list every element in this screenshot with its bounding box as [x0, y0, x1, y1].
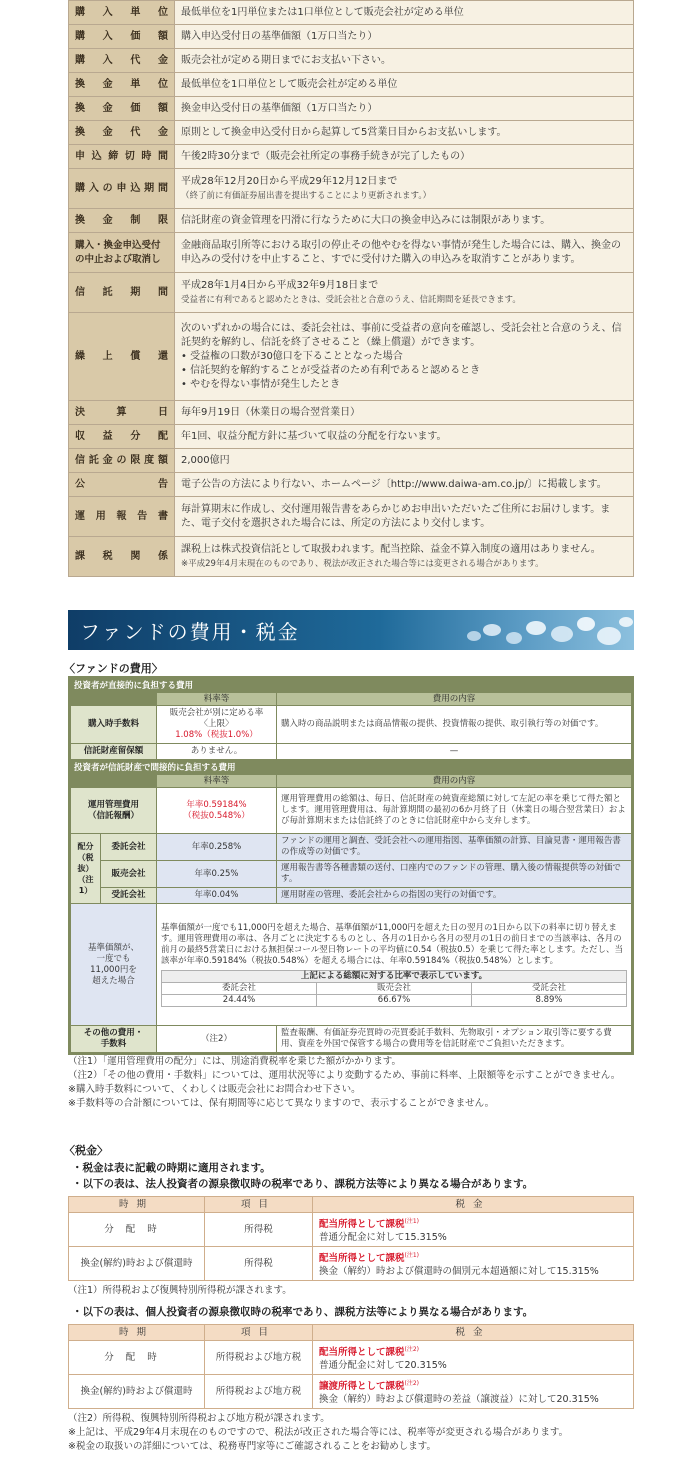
tax-period: 分配時 [69, 1341, 205, 1375]
info-key [69, 97, 175, 121]
info-value-text: 課税上は株式投資信託として取扱われます。配当控除、益金不算入制度の適用はありません。 [181, 543, 601, 555]
info-key-text: 課 税 関 係 [75, 550, 168, 562]
info-row [69, 537, 634, 577]
direct-fee-header: 投資者が直接的に負担する費用 [70, 678, 632, 692]
allocation-content: 運用報告書等各種書類の送付、口座内でのファンドの管理、購入後の情報提供等の対価です。 [277, 861, 632, 888]
info-key [69, 449, 175, 473]
blank-cell [71, 693, 157, 706]
info-key [69, 473, 175, 497]
table-row [71, 1026, 632, 1053]
tax-note-ref: (注1) [404, 1218, 420, 1225]
tax-type: 配当所得として課税 [319, 1219, 405, 1231]
table-row [71, 788, 632, 834]
over-11000-text: 基準価額が一度でも11,000円を超えた場合、基準価額が11,000円を超えた日の翌月の1日から以下の料率に切り替えます。運用管理費用の率は、各月ごとに決定するものとし、各月の1日から各月の翌月の1日の前日までの当該率は、各月の前月の最終5営業日における無担保コール翌日物レートの平均値に0.54（税抜0.5）を乗じて得た率とします。ただし、当該率が年率0.59184%（税抜0.548%）を超える場合には、年率0.59184%（税抜0.548%）とします。 [161, 922, 624, 966]
other-fee-label [71, 1026, 157, 1053]
fee-note: （注2）「その他の費用・手数料」については、運用状況等により変動するため、事前に料率、上限額等を示すことができません。 [68, 1070, 621, 1081]
info-row [69, 1, 634, 25]
over-11000-label-4: 超えた場合 [92, 975, 135, 986]
info-row [69, 273, 634, 313]
info-key-text: 申 込 締 切 時 間 [75, 150, 168, 162]
table-row [69, 1375, 634, 1409]
tax-note: ※上記は、平成29年4月末現在のものですので、税法が改正された場合等には、税率等が変更される場合があります。 [68, 1427, 569, 1438]
allocation-name: 委託会社 [101, 834, 157, 861]
fee-table-section [68, 676, 634, 1055]
fee-note: （注1）「運用管理費用の配分」には、別途消費税率を乗じた額がかかります。 [68, 1056, 402, 1067]
allocation-rate: 年率0.258% [157, 834, 277, 861]
info-value-text: 平成28年1月4日から平成32年9月18日まで [181, 279, 379, 291]
info-key-text: 決 算 日 [75, 406, 168, 418]
table-row [69, 1213, 634, 1247]
fee-note: ※購入時手数料について、くわしくは販売会社にお問合わせ下さい。 [68, 1084, 361, 1095]
tax-rate-text: 普通分配金に対して15.315% [319, 1232, 447, 1244]
info-value: 2,000億円 [175, 449, 634, 473]
info-value: 年1回、収益分配方針に基づいて収益の分配を行ないます。 [175, 425, 634, 449]
direct-fee-table [70, 692, 632, 760]
info-key [69, 73, 175, 97]
info-value: 毎計算期末に作成し、交付運用報告書をあらかじめお申出いただいたご住所にお届けします。また、電子交付を選択された場合には、所定の方法により交付します。 [175, 497, 634, 537]
table-row [71, 834, 632, 861]
tax-detail [313, 1375, 634, 1409]
mgmt-fee-rate-2: （税抜0.548%） [183, 810, 250, 821]
info-key [69, 401, 175, 425]
info-key [69, 1, 175, 25]
allocation-name: 販売会社 [101, 861, 157, 888]
info-row [69, 121, 634, 145]
info-key-text: 購 入 代 金 [75, 54, 168, 66]
tax-head-item: 項目 [205, 1325, 313, 1341]
blank-cell [71, 775, 157, 788]
tax-detail-head [319, 1249, 627, 1265]
tax-head-item: 項目 [205, 1197, 313, 1213]
ratio-head: 受託会社 [472, 982, 627, 994]
info-value: 毎年9月19日（休業日の場合翌営業日） [175, 401, 634, 425]
tax-rate-text: 換金（解約）時および償還時の個別元本超過額に対して15.315% [319, 1266, 599, 1278]
fund-info-section [68, 0, 634, 577]
tax-type: 配当所得として課税 [319, 1253, 405, 1265]
upper-limit-value: 1.08%（税抜1.0%） [175, 730, 258, 740]
bubbles-decoration-icon [444, 610, 634, 650]
info-key [69, 209, 175, 233]
allocation-label-3: （注1） [77, 875, 94, 895]
fee-subtitle: 〈ファンドの費用〉 [64, 662, 163, 675]
info-key [69, 497, 175, 537]
table-row [69, 1341, 634, 1375]
mgmt-fee-rate-1: 年率0.59184% [186, 799, 247, 810]
info-key-text: 信 託 金 の 限 度 額 [75, 454, 168, 466]
info-value: 販売会社が定める期日までにお支払い下さい。 [175, 49, 634, 73]
tax-type: 配当所得として課税 [319, 1347, 405, 1359]
tax-bullet: ・以下の表は、個人投資者の源泉徴収時の税率であり、課税方法等により異なる場合があります。 [72, 1306, 534, 1318]
fee-notes [68, 1055, 634, 1111]
allocation-label-2: （税抜） [77, 853, 94, 873]
info-key-text: 運 用 報 告 書 [75, 510, 168, 522]
info-bullet: • 受益権の口数が30億口を下ることとなった場合 [181, 350, 403, 362]
tax-rate-text: 普通分配金に対して20.315% [319, 1360, 447, 1372]
allocation-content: ファンドの運用と調査、受託会社への運用指図、基準価額の計算、目論見書・運用報告書の作成等の対価です。 [277, 834, 632, 861]
indirect-fee-header: 投資者が信託財産で間接的に負担する費用 [70, 760, 632, 774]
info-key-text: 購 入 価 額 [75, 30, 168, 42]
info-note: （終了前に有価証券届出書を提出することにより更新されます。） [181, 190, 432, 201]
info-key-text: 換 金 単 位 [75, 78, 168, 90]
info-key-text: 換 金 代 金 [75, 126, 168, 138]
tax-period: 換金(解約)時および償還時 [69, 1375, 205, 1409]
info-row [69, 169, 634, 209]
other-fee-label-1: その他の費用・ [83, 1028, 144, 1038]
info-value: 換金申込受付日の基準価額（1万口当たり） [175, 97, 634, 121]
info-note: ※平成29年4月末現在のものであり、税法が改正された場合等には変更される場合があります。 [181, 558, 544, 569]
over-11000-label-1: 基準価額が、 [87, 942, 139, 953]
section-banner [68, 610, 634, 650]
ratio-head: 委託会社 [162, 982, 317, 994]
table-header-row [71, 693, 632, 706]
ratio-value: 8.89% [472, 994, 627, 1006]
info-value: 最低単位を1口単位として販売会社が定める単位 [175, 73, 634, 97]
tax-notes [68, 1412, 634, 1454]
info-value [175, 169, 634, 209]
tax-header-row [69, 1197, 634, 1213]
tax-detail-head [319, 1343, 627, 1359]
tax-item: 所得税および地方税 [205, 1341, 313, 1375]
info-bullet: • 信託契約を解約することが受益者のため有利であると認めるとき [181, 364, 481, 376]
info-row [69, 401, 634, 425]
table-row [71, 888, 632, 904]
ratio-table [161, 970, 627, 1007]
info-key [69, 425, 175, 449]
tax-subtitle: 〈税金〉 [64, 1144, 108, 1157]
info-row [69, 209, 634, 233]
info-value: 午後2時30分まで（販売会社所定の事務手続きが完了したもの） [175, 145, 634, 169]
banner-title: ファンドの費用・税金 [80, 620, 300, 644]
info-note: 受益者に有利であると認めたときは、受託会社と合意のうえ、信託期間を延長できます。 [181, 294, 521, 305]
purchase-fee-rate [157, 706, 277, 744]
tax-rate-text: 換金（解約）時および償還時の差益（譲渡益）に対して20.315% [319, 1394, 599, 1406]
tax-note-ref: (注1) [404, 1252, 420, 1260]
info-key-text: 購 入 の 申 込 期 間 [75, 182, 168, 194]
tax-detail [313, 1213, 634, 1247]
allocation-rate: 年率0.04% [157, 888, 277, 904]
info-value [175, 537, 634, 577]
tax-item: 所得税 [205, 1247, 313, 1281]
tax-head-tax: 税金 [313, 1197, 634, 1213]
other-fee-content: 監査報酬、有価証券売買時の売買委託手数料、先物取引・オプション取引等に要する費用、資産を外国で保管する場合の費用等を信託財産でご負担いただきます。 [277, 1026, 632, 1053]
info-key [69, 121, 175, 145]
col-content-header: 費用の内容 [277, 775, 632, 788]
allocation-label [71, 834, 101, 904]
fee-note: ※手数料等の合計額については、保有期間等に応じて異なりますので、表示することができません。 [68, 1098, 495, 1109]
tax-bullet: ・税金は表に記載の時期に適用されます。 [72, 1162, 271, 1174]
ratio-title: 上記による総額に対する比率で表示しています。 [162, 970, 627, 982]
mgmt-fee-content: 運用管理費用の総額は、毎日、信託財産の純資産総額に対して左記の率を乗じて得た額とします。運用管理費用は、毎計算期間の最初の6か月終了日（休業日の場合翌営業日）および毎計算期末または信託終了のときに信託財産中から支弁します。 [277, 788, 632, 834]
info-key-text: 繰 上 償 還 [75, 350, 168, 362]
tax-note-1: （注1）所得税および復興特別所得税が課されます。 [68, 1285, 292, 1296]
retention-label: 信託財産留保額 [71, 744, 157, 760]
tax-detail-head [319, 1215, 627, 1231]
table-row [71, 861, 632, 888]
allocation-content: 運用財産の管理、委託会社からの指図の実行の対価です。 [277, 888, 632, 904]
info-value: 信託財産の資金管理を円滑に行なうために大口の換金申込みには制限があります。 [175, 209, 634, 233]
other-fee-label-2: 手数料 [100, 1039, 127, 1049]
over-11000-label-3: 11,000円を [90, 964, 137, 975]
other-fee-rate: （注2） [157, 1026, 277, 1053]
info-key-text: 換 金 制 限 [75, 214, 168, 226]
over-11000-label [71, 904, 157, 1026]
tax-item: 所得税 [205, 1213, 313, 1247]
upper-limit-label: 〈上限〉 [199, 719, 234, 729]
table-header-row [71, 775, 632, 788]
info-key-text: 公 告 [75, 478, 168, 490]
info-key [69, 313, 175, 401]
ratio-value-row [162, 994, 627, 1006]
info-value: 最低単位を1円単位または1口単位として販売会社が定める単位 [175, 1, 634, 25]
info-key [69, 169, 175, 209]
ratio-title-row [162, 970, 627, 982]
tax-period: 分配時 [69, 1213, 205, 1247]
info-row [69, 425, 634, 449]
tax-note-ref: (注2) [404, 1346, 420, 1353]
tax-head-period: 時期 [69, 1325, 205, 1341]
allocation-label-1: 配分 [77, 842, 94, 851]
over-11000-label-2: 一度でも [96, 953, 131, 964]
info-row [69, 313, 634, 401]
allocation-rate: 年率0.25% [157, 861, 277, 888]
info-key-text: 購 入 単 位 [75, 6, 168, 18]
info-value: 電子公告の方法により行ない、ホームページ〔http://www.daiwa-am.co.jp/〕に掲載します。 [175, 473, 634, 497]
ratio-value: 24.44% [162, 994, 317, 1006]
info-key [69, 537, 175, 577]
col-content-header: 費用の内容 [277, 693, 632, 706]
info-value: 原則として換金申込受付日から起算して5営業日目からお支払いします。 [175, 121, 634, 145]
allocation-name: 受託会社 [101, 888, 157, 904]
info-key [69, 25, 175, 49]
mgmt-fee-label-1: 運用管理費用 [87, 799, 139, 810]
table-row [69, 1247, 634, 1281]
purchase-fee-content: 購入時の商品説明または商品情報の提供、投資情報の提供、取引執行等の対価です。 [277, 706, 632, 744]
tax-period: 換金(解約)時および償還時 [69, 1247, 205, 1281]
ratio-value: 66.67% [317, 994, 472, 1006]
info-row [69, 49, 634, 73]
indirect-fee-table [70, 774, 632, 1053]
tax-note-ref: (注2) [404, 1380, 420, 1388]
info-value: 金融商品取引所等における取引の停止その他やむを得ない事情が発生した場合には、購入、換金の申込みの受付けを中止すること、すでに受付けた購入の申込みを取消すことがあります。 [175, 233, 634, 273]
ratio-head: 販売会社 [317, 982, 472, 994]
info-value-text: 平成28年12月20日から平成29年12月12日まで [181, 175, 398, 187]
mgmt-fee-rate [157, 788, 277, 834]
fund-info-table [68, 0, 634, 577]
tax-bullet: ・以下の表は、法人投資者の源泉徴収時の税率であり、課税方法等により異なる場合があります。 [72, 1178, 534, 1190]
info-row [69, 73, 634, 97]
info-row [69, 449, 634, 473]
info-bullet: • やむを得ない事情が発生したとき [181, 378, 341, 390]
retention-rate: ありません。 [157, 744, 277, 760]
tax-head-tax: 税金 [313, 1325, 634, 1341]
info-row [69, 497, 634, 537]
info-key [69, 49, 175, 73]
tax-detail [313, 1341, 634, 1375]
info-row [69, 25, 634, 49]
individual-tax-table [68, 1324, 634, 1409]
info-key: 購入・換金申込受付の中止および取消し [69, 233, 175, 273]
tax-header-row [69, 1325, 634, 1341]
retention-content: — [277, 744, 632, 760]
info-key-text: 換 金 価 額 [75, 102, 168, 114]
tax-type: 譲渡所得として課税 [319, 1381, 405, 1393]
mgmt-fee-label [71, 788, 157, 834]
purchase-fee-rate-line2 [159, 719, 274, 741]
info-value [175, 313, 634, 401]
corporate-tax-table [68, 1196, 634, 1281]
tax-note: ※税金の取扱いの詳細については、税務専門家等にご確認されることをお勧めします。 [68, 1441, 437, 1452]
info-value-text: 次のいずれかの場合には、委託会社は、事前に受益者の意向を確認し、受託会社と合意のうえ、信託契約を解約し、信託を終了させること（繰上償還）ができます。 [181, 322, 622, 348]
purchase-fee-rate-line1: 販売会社が別に定める率 [169, 708, 264, 718]
info-key [69, 273, 175, 313]
info-row [69, 145, 634, 169]
tax-detail-head [319, 1377, 627, 1393]
tax-detail [313, 1247, 634, 1281]
tax-head-period: 時期 [69, 1197, 205, 1213]
info-key-text: 信 託 期 間 [75, 286, 168, 298]
info-key [69, 145, 175, 169]
table-row [71, 744, 632, 760]
table-row [71, 706, 632, 744]
col-rate-header: 料率等 [157, 693, 277, 706]
ratio-head-row [162, 982, 627, 994]
tax-note: （注2）所得税、復興特別所得税および地方税が課されます。 [68, 1413, 330, 1424]
info-row [69, 473, 634, 497]
info-row [69, 97, 634, 121]
info-value [175, 273, 634, 313]
purchase-fee-label: 購入時手数料 [71, 706, 157, 744]
mgmt-fee-label-2: （信託報酬） [87, 810, 139, 821]
info-key-text: 収 益 分 配 [75, 430, 168, 442]
col-rate-header: 料率等 [157, 775, 277, 788]
tax-item: 所得税および地方税 [205, 1375, 313, 1409]
table-row [71, 904, 632, 1026]
over-11000-content [157, 904, 632, 1026]
info-row [69, 233, 634, 273]
info-value: 購入申込受付日の基準価額（1万口当たり） [175, 25, 634, 49]
